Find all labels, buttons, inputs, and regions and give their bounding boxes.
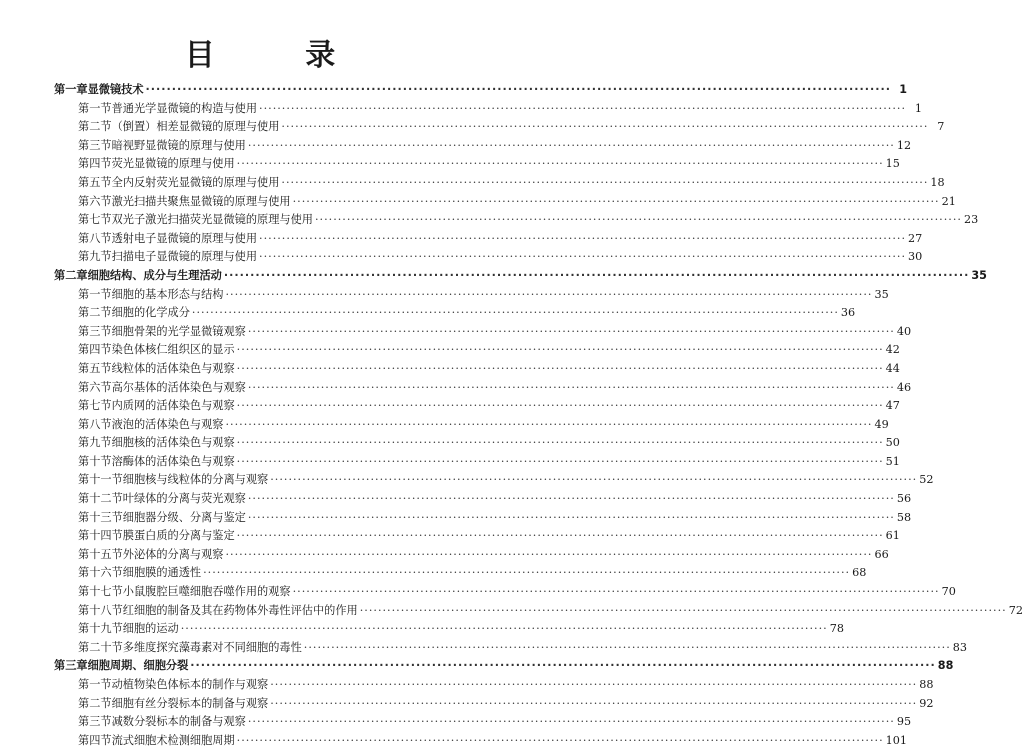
toc-section-row <box>54 434 900 453</box>
section-number: 第九节 <box>78 250 112 264</box>
toc-section-row <box>54 713 912 732</box>
page-number: 36 <box>840 306 856 320</box>
section-title: 荧光显微镜的原理与使用 <box>111 157 235 171</box>
page-number: 72 <box>1008 603 1023 617</box>
section-number: 第一节 <box>78 287 112 301</box>
toc-section-row <box>54 695 934 714</box>
section-title: 叶绿体的分离与荧光观察 <box>122 492 246 506</box>
toc-section-row <box>54 732 907 750</box>
chapter-title: 细胞结构、成分与生理活动 <box>87 268 222 282</box>
dot-leader <box>192 304 839 323</box>
section-title: 溶酶体的活体染色与观察 <box>111 454 235 468</box>
page-number: 47 <box>885 399 900 413</box>
page-number: 70 <box>941 585 956 599</box>
dot-leader <box>293 583 940 602</box>
toc-section-row <box>54 397 900 416</box>
section-number: 第十一节 <box>78 473 123 487</box>
section-number: 第五节 <box>78 175 112 189</box>
section-number: 第四节 <box>78 157 112 171</box>
toc-section-row <box>54 639 968 658</box>
dot-leader <box>190 657 936 676</box>
section-title: 膜蛋白质的分离与鉴定 <box>122 529 235 543</box>
page-number: 50 <box>885 436 900 450</box>
toc-section-row <box>54 602 1023 621</box>
dot-leader <box>225 546 872 565</box>
section-title: 细胞核与线粒体的分离与观察 <box>122 473 269 487</box>
dot-leader <box>293 193 940 212</box>
dot-leader <box>270 695 917 714</box>
dot-leader <box>315 211 962 230</box>
dot-leader <box>259 100 906 119</box>
section-number: 第二十节 <box>78 640 123 654</box>
section-number: 第二节 <box>78 306 112 320</box>
toc-section-row <box>54 471 934 490</box>
page-number: 101 <box>885 733 907 747</box>
section-title: 细胞膜的通透性 <box>122 566 202 580</box>
section-title: 红细胞的制备及其在药物体外毒性评估中的作用 <box>122 603 358 617</box>
section-number: 第十三节 <box>78 510 123 524</box>
toc-section-row <box>54 174 945 193</box>
chapter-number: 第一章 <box>54 83 88 96</box>
toc-section-row <box>54 546 889 565</box>
toc-section-row <box>54 155 900 174</box>
section-number: 第一节 <box>78 101 112 115</box>
dot-leader <box>248 137 895 156</box>
section-number: 第三节 <box>78 324 112 338</box>
section-title: 全内反射荧光显微镜的原理与使用 <box>111 175 280 189</box>
toc-section-row <box>54 416 889 435</box>
chapter-number: 第三章 <box>54 659 88 673</box>
toc-section-row <box>54 379 912 398</box>
section-title: 激光扫描共聚焦显微镜的原理与使用 <box>111 194 291 208</box>
section-title: 细胞骨架的光学显微镜观察 <box>111 324 246 338</box>
section-title: （倒置）相差显微镜的原理与使用 <box>111 120 280 134</box>
section-title: 细胞器分级、分离与鉴定 <box>122 510 246 524</box>
toc-section-row <box>54 211 979 230</box>
page-number: 7 <box>937 120 945 134</box>
toc-section-row <box>54 490 912 509</box>
table-of-contents <box>54 81 1023 750</box>
section-title: 扫描电子显微镜的原理与使用 <box>111 250 258 264</box>
section-title: 染色体核仁组织区的显示 <box>111 343 235 357</box>
section-title: 减数分裂标本的制备与观察 <box>111 715 246 729</box>
dot-leader <box>304 639 951 658</box>
section-title: 细胞的运动 <box>122 622 179 636</box>
section-number: 第七节 <box>78 213 112 227</box>
section-title: 内质网的活体染色与观察 <box>111 399 235 413</box>
page-number: 1 <box>914 101 923 115</box>
dot-leader <box>270 471 917 490</box>
toc-section-row <box>54 100 923 119</box>
page-number: 18 <box>930 175 945 189</box>
section-number: 第十九节 <box>78 622 123 636</box>
chapter-title: 显微镜技术 <box>87 83 144 96</box>
toc-section-row <box>54 360 900 379</box>
dot-leader <box>248 509 895 528</box>
section-number: 第十七节 <box>78 585 123 599</box>
section-number: 第十八节 <box>78 603 123 617</box>
toc-section-row <box>54 620 844 639</box>
dot-leader <box>248 379 895 398</box>
section-title: 暗视野显微镜的原理与使用 <box>111 138 246 152</box>
page-number: 15 <box>885 157 900 171</box>
page-number: 40 <box>896 324 912 338</box>
toc-section-row <box>54 453 900 472</box>
page-number: 46 <box>896 380 912 394</box>
toc-section-row <box>54 137 912 156</box>
section-number: 第八节 <box>78 417 112 431</box>
page-number: 68 <box>852 566 867 580</box>
section-number: 第二节 <box>78 120 112 134</box>
dot-leader <box>237 360 884 379</box>
toc-section-row <box>54 564 867 583</box>
chapter-title: 细胞周期、细胞分裂 <box>87 659 189 673</box>
section-title: 线粒体的活体染色与观察 <box>111 361 235 375</box>
section-title: 细胞的基本形态与结构 <box>111 287 224 301</box>
dot-leader <box>270 676 917 695</box>
section-title: 外泌体的分离与观察 <box>122 547 224 561</box>
section-title: 液泡的活体染色与观察 <box>111 417 224 431</box>
toc-section-row <box>54 286 889 305</box>
section-number: 第四节 <box>78 733 112 747</box>
page-number: 58 <box>896 510 912 524</box>
page-number: 21 <box>941 194 956 208</box>
page-number: 56 <box>896 492 912 506</box>
dot-leader <box>259 248 906 267</box>
dot-leader <box>237 397 884 416</box>
page-number: 88 <box>937 659 954 673</box>
dot-leader <box>237 434 884 453</box>
toc-section-row <box>54 527 900 546</box>
dot-leader <box>225 416 872 435</box>
page-number: 78 <box>829 622 844 636</box>
toc-section-row <box>54 323 912 342</box>
section-number: 第三节 <box>78 715 112 729</box>
dot-leader <box>237 453 884 472</box>
toc-section-row <box>54 509 912 528</box>
page-number: 35 <box>971 268 987 282</box>
section-title: 普通光学显微镜的构造与使用 <box>111 101 258 115</box>
page-number: 49 <box>874 417 889 431</box>
toc-section-row <box>54 118 945 137</box>
page-number: 61 <box>885 529 900 543</box>
dot-leader <box>248 490 895 509</box>
toc-chapter-row <box>54 657 954 676</box>
section-title: 细胞的化学成分 <box>111 306 190 320</box>
dot-leader <box>281 174 928 193</box>
page-number: 51 <box>885 454 900 468</box>
toc-chapter-row <box>54 267 987 286</box>
page-number: 35 <box>874 287 889 301</box>
toc-section-row <box>54 676 934 695</box>
section-number: 第九节 <box>78 436 112 450</box>
page-number: 23 <box>963 213 979 227</box>
toc-section-row <box>54 304 856 323</box>
section-number: 第十五节 <box>78 547 123 561</box>
page-number: 42 <box>885 343 900 357</box>
page-number: 52 <box>919 473 934 487</box>
toc-section-row <box>54 341 900 360</box>
section-title: 多维度探究藻毒素对不同细胞的毒性 <box>122 640 302 654</box>
page-number: 66 <box>874 547 889 561</box>
section-number: 第十二节 <box>78 492 123 506</box>
toc-chapter-row <box>54 81 908 100</box>
page-number: 30 <box>908 250 923 264</box>
section-title: 透射电子显微镜的原理与使用 <box>111 231 258 245</box>
section-number: 第六节 <box>78 194 112 208</box>
dot-leader <box>203 564 850 583</box>
toc-section-row <box>54 230 923 249</box>
section-number: 第六节 <box>78 380 112 394</box>
dot-leader <box>259 230 906 249</box>
section-number: 第七节 <box>78 399 112 413</box>
page-number: 88 <box>919 678 934 691</box>
section-title: 高尔基体的活体染色与观察 <box>111 380 246 394</box>
section-title: 细胞核的活体染色与观察 <box>111 436 235 450</box>
toc-section-row <box>54 248 923 267</box>
page-number: 83 <box>952 640 968 654</box>
section-number: 第十六节 <box>78 566 123 580</box>
page-number: 92 <box>919 696 934 710</box>
section-number: 第十节 <box>78 454 112 468</box>
page-number: 95 <box>896 715 912 729</box>
dot-leader <box>248 323 895 342</box>
section-number: 第四节 <box>78 343 112 357</box>
chapter-number: 第二章 <box>54 268 88 282</box>
dot-leader <box>237 527 884 546</box>
dot-leader <box>360 602 1007 621</box>
dot-leader <box>225 286 872 305</box>
dot-leader <box>224 267 970 286</box>
section-number: 第一节 <box>78 678 112 691</box>
page-number: 1 <box>899 83 908 96</box>
section-number: 第十四节 <box>78 529 123 543</box>
dot-leader <box>237 732 884 750</box>
page-number: 44 <box>885 361 900 375</box>
section-number: 第三节 <box>78 138 112 152</box>
toc-section-row <box>54 583 956 602</box>
section-title: 流式细胞术检测细胞周期 <box>111 733 235 747</box>
dot-leader <box>181 620 828 639</box>
section-title: 动植物染色体标本的制作与观察 <box>111 678 269 691</box>
dot-leader <box>281 118 928 137</box>
page-number: 27 <box>908 231 923 245</box>
section-title: 小鼠腹腔巨噬细胞吞噬作用的观察 <box>122 585 291 599</box>
section-number: 第五节 <box>78 361 112 375</box>
section-title: 双光子激光扫描荧光显微镜的原理与使用 <box>111 213 313 227</box>
dot-leader <box>146 81 892 100</box>
page-number: 12 <box>896 138 912 152</box>
page-title: 目 录 <box>184 38 376 73</box>
dot-leader <box>248 713 895 732</box>
section-number: 第八节 <box>78 231 112 245</box>
toc-section-row <box>54 193 956 212</box>
section-number: 第二节 <box>78 696 112 710</box>
dot-leader <box>237 155 884 174</box>
dot-leader <box>237 341 884 360</box>
section-title: 细胞有丝分裂标本的制备与观察 <box>111 696 269 710</box>
